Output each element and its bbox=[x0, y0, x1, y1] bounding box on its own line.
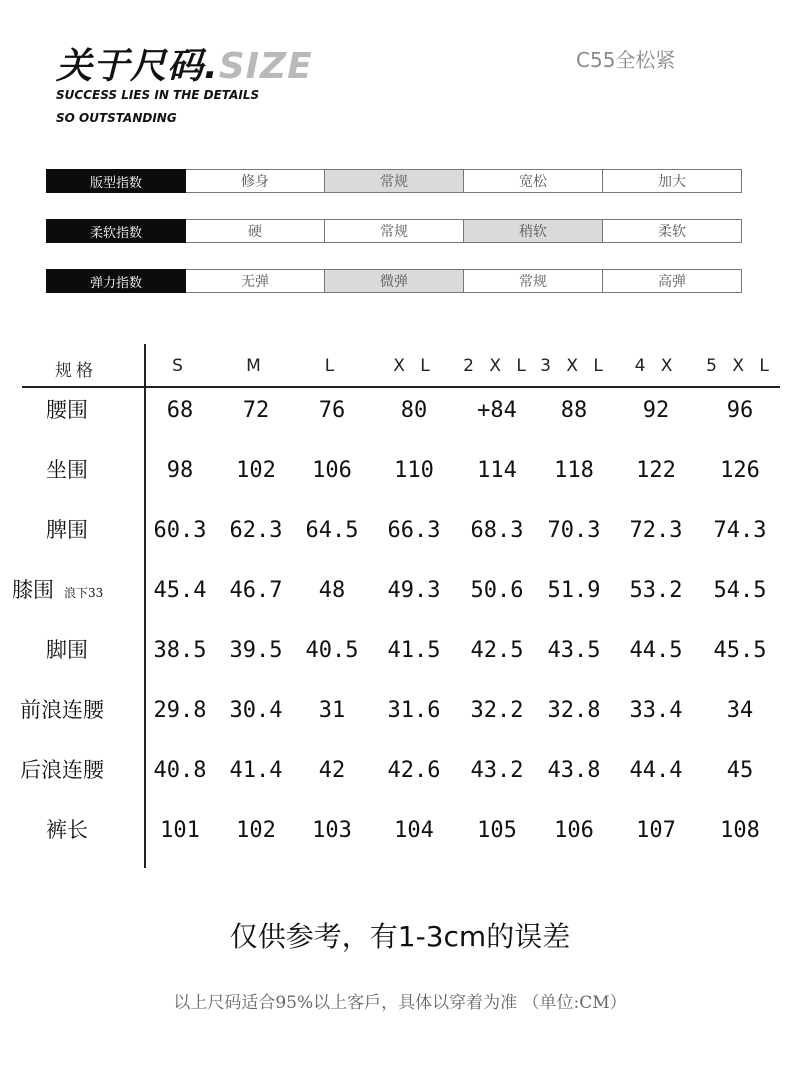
table-cell: 105 bbox=[477, 818, 517, 843]
size-header: 5 X L bbox=[706, 356, 774, 376]
table-cell: 98 bbox=[166, 458, 194, 483]
table-cell: 46.7 bbox=[229, 578, 283, 603]
table-cell: 68 bbox=[166, 398, 194, 423]
table-cell: 72.3 bbox=[629, 518, 683, 543]
index-option: 常规 bbox=[464, 269, 603, 293]
table-cell: 43.5 bbox=[547, 638, 601, 663]
table-cell: 74.3 bbox=[713, 518, 767, 543]
table-cell: 45.4 bbox=[153, 578, 207, 603]
table-cell: 44.4 bbox=[629, 758, 683, 783]
table-cell: 38.5 bbox=[153, 638, 207, 663]
footer-note: 以上尺码适合95%以上客戶，具体以穿着为准 （单位:CM） bbox=[173, 993, 627, 1013]
table-cell: 42.6 bbox=[387, 758, 441, 783]
table-cell: 88 bbox=[560, 398, 588, 423]
measurement-label: 脚围 bbox=[46, 638, 88, 662]
measurement-label: 腰围 bbox=[46, 398, 88, 422]
table-header-divider bbox=[22, 386, 780, 388]
index-option: 无弹 bbox=[186, 269, 325, 293]
table-cell: 44.5 bbox=[629, 638, 683, 663]
size-header: L bbox=[324, 356, 340, 376]
table-cell: 101 bbox=[160, 818, 200, 843]
size-header: 2 X L bbox=[463, 356, 531, 376]
index-option: 硬 bbox=[186, 219, 325, 243]
table-cell: 49.3 bbox=[387, 578, 441, 603]
table-cell: 42 bbox=[318, 758, 346, 783]
table-cell: 48 bbox=[318, 578, 346, 603]
table-cell: 106 bbox=[554, 818, 594, 843]
table-cell: 102 bbox=[236, 818, 276, 843]
table-cell: 72 bbox=[242, 398, 270, 423]
table-cell: 108 bbox=[720, 818, 760, 843]
table-cell: 33.4 bbox=[629, 698, 683, 723]
table-cell: 107 bbox=[636, 818, 676, 843]
table-cell: 102 bbox=[236, 458, 276, 483]
table-cell: 40.5 bbox=[305, 638, 359, 663]
table-cell: 54.5 bbox=[713, 578, 767, 603]
measurement-label: 脾围 bbox=[46, 518, 88, 542]
size-header: S bbox=[172, 356, 188, 376]
table-cell: 45.5 bbox=[713, 638, 767, 663]
index-label: 弹力指数 bbox=[46, 269, 186, 293]
table-cell: 64.5 bbox=[305, 518, 359, 543]
index-option: 宽松 bbox=[464, 169, 603, 193]
index-option: 修身 bbox=[186, 169, 325, 193]
table-cell: 41.5 bbox=[387, 638, 441, 663]
table-cell: 96 bbox=[726, 398, 754, 423]
table-cell: 42.5 bbox=[470, 638, 524, 663]
table-cell: 60.3 bbox=[153, 518, 207, 543]
table-cell: 68.3 bbox=[470, 518, 524, 543]
size-header: 3 X L bbox=[540, 356, 608, 376]
table-cell: 122 bbox=[636, 458, 676, 483]
measurement-sublabel: 浪下33 bbox=[64, 586, 104, 600]
index-label: 柔软指数 bbox=[46, 219, 186, 243]
table-cell: 34 bbox=[726, 698, 754, 723]
table-cell: 45 bbox=[726, 758, 754, 783]
table-cell: 30.4 bbox=[229, 698, 283, 723]
measurement-label: 裤长 bbox=[46, 818, 88, 842]
table-cell: 110 bbox=[394, 458, 434, 483]
table-cell: 92 bbox=[642, 398, 670, 423]
measurement-label: 前浪连腰 bbox=[20, 698, 104, 722]
table-cell: 50.6 bbox=[470, 578, 524, 603]
size-header: X L bbox=[393, 356, 435, 376]
index-option-selected: 常规 bbox=[325, 169, 464, 193]
table-cell: 51.9 bbox=[547, 578, 601, 603]
index-label: 版型指数 bbox=[46, 169, 186, 193]
product-code: C55全松紧 bbox=[576, 48, 676, 72]
table-cell: 32.8 bbox=[547, 698, 601, 723]
table-cell: 114 bbox=[477, 458, 517, 483]
table-cell: 31 bbox=[318, 698, 346, 723]
tagline-1: SUCCESS LIES IN THE DETAILS bbox=[56, 88, 260, 102]
table-cell: 39.5 bbox=[229, 638, 283, 663]
table-cell: 126 bbox=[720, 458, 760, 483]
index-option-selected: 微弹 bbox=[325, 269, 464, 293]
table-cell: 40.8 bbox=[153, 758, 207, 783]
measurement-label: 后浪连腰 bbox=[20, 758, 104, 782]
size-header: M bbox=[246, 356, 266, 376]
index-row bbox=[46, 169, 750, 193]
index-option: 常规 bbox=[325, 219, 464, 243]
title-main: 关于尺码. bbox=[56, 46, 219, 87]
table-corner-label: 规格 bbox=[55, 361, 97, 381]
table-cell: 104 bbox=[394, 818, 434, 843]
index-option: 加大 bbox=[603, 169, 742, 193]
table-cell: 103 bbox=[312, 818, 352, 843]
table-cell: 31.6 bbox=[387, 698, 441, 723]
table-cell: 43.2 bbox=[470, 758, 524, 783]
tolerance-note: 仅供参考，有1-3cm的误差 bbox=[229, 920, 571, 953]
title-accent: SIZE bbox=[218, 46, 313, 87]
table-cell: +84 bbox=[477, 398, 517, 423]
index-row bbox=[46, 219, 750, 243]
table-cell: 118 bbox=[554, 458, 594, 483]
measurement-label: 坐围 bbox=[46, 458, 88, 482]
table-cell: 29.8 bbox=[153, 698, 207, 723]
table-cell: 76 bbox=[318, 398, 346, 423]
table-cell: 80 bbox=[400, 398, 428, 423]
table-cell: 43.8 bbox=[547, 758, 601, 783]
index-row bbox=[46, 269, 750, 293]
index-option-selected: 稍软 bbox=[464, 219, 603, 243]
index-option: 高弹 bbox=[603, 269, 742, 293]
tagline-2: SO OUTSTANDING bbox=[56, 111, 177, 125]
table-cell: 70.3 bbox=[547, 518, 601, 543]
page-title bbox=[56, 38, 313, 89]
table-cell: 106 bbox=[312, 458, 352, 483]
table-cell: 53.2 bbox=[629, 578, 683, 603]
size-header: 4 X bbox=[634, 356, 678, 376]
table-cell: 66.3 bbox=[387, 518, 441, 543]
table-cell: 62.3 bbox=[229, 518, 283, 543]
table-cell: 32.2 bbox=[470, 698, 524, 723]
measurement-label: 膝围 浪下33 bbox=[12, 578, 104, 602]
table-cell: 41.4 bbox=[229, 758, 283, 783]
index-option: 柔软 bbox=[603, 219, 742, 243]
